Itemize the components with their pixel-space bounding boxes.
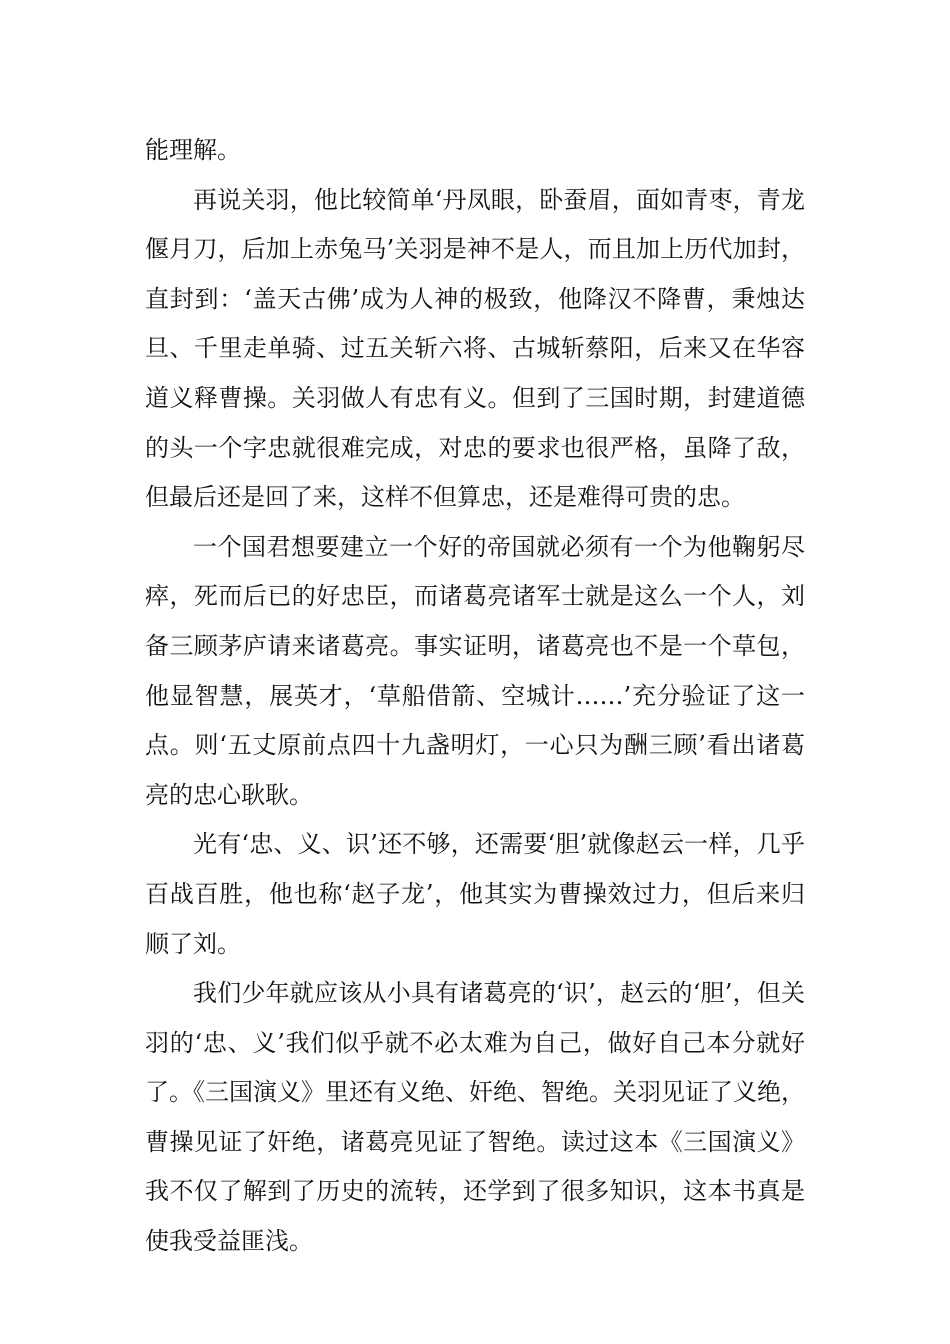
document-body <box>145 126 805 1267</box>
paragraph-5: 我们少年就应该从小具有诸葛亮的‘识’，赵云的‘胆’，但关羽的‘忠、义’我们似乎就不必太难为自己，做好自己本分就好了。《三国演义》里还有义绝、奸绝、智绝。关羽见证了义绝，曹操见证了奸绝，诸葛亮见证了智绝。读过这本《三国演义》我不仅了解到了历史的流转，还学到了很多知识，这本书真是使我受益匪浅。 <box>145 979 805 1256</box>
paragraph-4: 光有‘忠、义、识’还不够，还需要‘胆’就像赵云一样，几乎百战百胜，他也称‘赵子龙’，他其实为曹操效过力，但后来归顺了刘。 <box>145 830 805 958</box>
paragraph-1: 能理解。 <box>145 136 241 164</box>
paragraph-2: 再说关羽，他比较简单‘丹凤眼，卧蚕眉，面如青枣，青龙偃月刀，后加上赤兔马’关羽是神不是人，而且加上历代加封，直封到：‘盖天古佛’成为人神的极致，他降汉不降曹，秉烛达旦、千里走单骑、过五关斩六将、古城斩蔡阳，后来又在华容道义释曹操。关羽做人有忠有义。但到了三国时期，封建道德的头一个字忠就很难完成，对忠的要求也很严格，虽降了敌，但最后还是回了来，这样不但算忠，还是难得可贵的忠。 <box>145 185 805 512</box>
paragraph-3: 一个国君想要建立一个好的帝国就必须有一个为他鞠躬尽瘁，死而后已的好忠臣，而诸葛亮诸军士就是这么一个人，刘备三顾茅庐请来诸葛亮。事实证明，诸葛亮也不是一个草包，他显智慧，展英才，‘草船借箭、空城计……’充分验证了这一点。则‘五丈原前点四十九盏明灯，一心只为酬三顾’看出诸葛亮的忠心耿耿。 <box>145 532 805 809</box>
